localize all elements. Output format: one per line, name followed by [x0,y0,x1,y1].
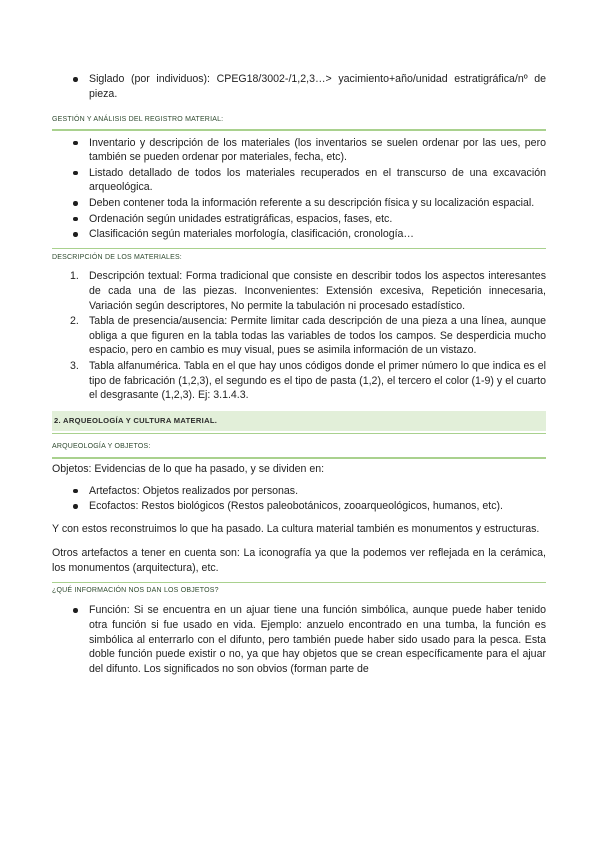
info-list [52,603,546,676]
item-number: 3. [70,359,79,372]
section-heading-objetos: ARQUEOLOGÍA Y OBJETOS: [52,443,151,451]
objetos-list [52,484,546,514]
list-item: Inventario y descripción de los materiales (los inventarios se suelen ordenar por las ues, pero también se pueden ordenar por materiales, fecha, etc). [52,136,546,165]
descripcion-list [52,269,546,402]
list-item: Deben contener toda la información referente a su descripción física y su localización espacial. [52,196,546,211]
document-content [52,72,546,676]
list-item: Siglado (por individuos): CPEG18/3002-/1,2,3…> yacimiento+año/unidad estratigráfica/nº de pieza. [52,72,546,101]
numbered-item [52,269,546,313]
list-item: Clasificación según materiales morfología, clasificación, cronología… [52,227,546,242]
list-item: Ecofactos: Restos biológicos (Restos paleobotánicos, zooarqueológicos, humanos, etc). [52,499,546,514]
objetos-paragraph-1: Y con estos reconstruimos lo que ha pasado. La cultura material también es monumentos y estructuras. [52,522,540,535]
section-heading-gestion: GESTIÓN Y ANÁLISIS DEL REGISTRO MATERIAL: [52,116,224,124]
list-item: Artefactos: Objetos realizados por personas. [52,484,546,499]
chapter-title: 2. ARQUEOLOGÍA Y CULTURA MATERIAL. [54,416,218,426]
numbered-item [52,314,546,358]
item-number: 1. [70,270,79,283]
list-item: Listado detallado de todos los materiales recuperados en el transcurso de una excavación arqueológica. [52,166,546,195]
item-number: 2. [70,315,79,328]
section-heading-descripcion: DESCRIPCIÓN DE LOS MATERIALES: [52,254,182,262]
objetos-intro: Objetos: Evidencias de lo que ha pasado, y se dividen en: [52,462,325,475]
numbered-item [52,359,546,403]
item-text: Tabla alfanumérica. Tabla en el que hay unos códigos donde el primer número lo que indica es el tipo de fabricación (1,2,3), el segundo es el tipo de pasta (1,2), el tercero el color (1-9) y el cuarto el desgrasante (1,2,3). Ej: 3.1.4.3. [89,359,546,402]
list-item: Ordenación según unidades estratigráficas, espacios, fases, etc. [52,212,546,227]
gestion-list [52,136,546,242]
item-text: Descripción textual: Forma tradicional que consiste en describir todos los aspectos interesantes de cada una de las piezas. Inconvenientes: Extensión excesiva, Repetición innecesaria, Variación según descriptores, No permite la tabulación ni procesado estadístico. [89,270,546,312]
objetos-paragraph-2: Otros artefactos a tener en cuenta son: La iconografía ya que la podemos ver reflejada en la cerámica, los monumentos (arquitectura), etc. [52,546,546,574]
item-text: Tabla de presencia/ausencia: Permite limitar cada descripción de una pieza a una línea, aunque obliga a que figuren en la tabla todas las variables de todos los campos. Se desperdicia mucho espacio, pero en cambio es muy visual, pues se asimila información de un vistazo. [89,315,546,357]
list-item: Función: Si se encuentra en un ajuar tiene una función simbólica, aunque puede haber tenido otra función si fue usado en vida. Ejemplo: anzuelo encontrado en una tumba, la función es simbólica al enterrarlo con el difunto, pero también puede haber sido usado para la pesca. Esta doble función puede existir o no, ya que hay objetos que se crean específicamente para el ajuar del difunto. Los significados no son obvios (forman parte de [52,603,546,676]
section-heading-info: ¿QUÉ INFORMACIÓN NOS DAN LOS OBJETOS? [52,587,219,595]
siglado-list [52,72,546,101]
chapter-band [52,411,546,431]
